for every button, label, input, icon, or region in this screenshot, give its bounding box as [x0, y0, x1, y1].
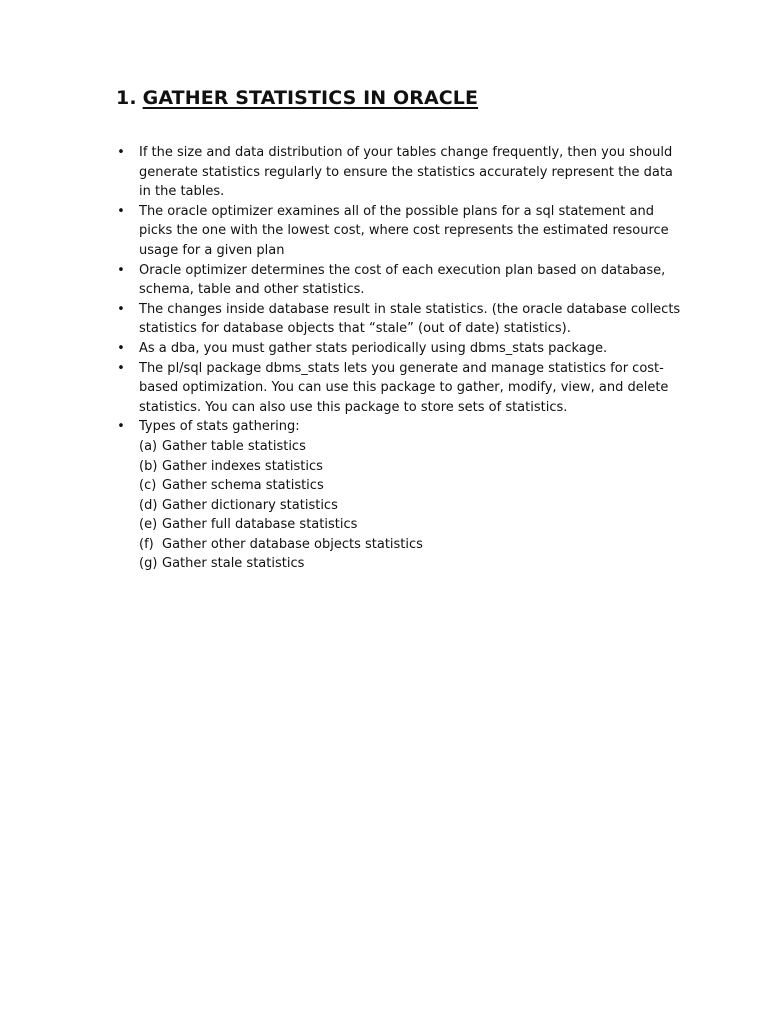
stats-type-item	[139, 515, 686, 535]
bullet-item	[116, 143, 686, 202]
bullet-text: Types of stats gathering:	[139, 419, 300, 435]
stats-type-item	[139, 457, 686, 477]
stats-type-text: Gather indexes statistics	[162, 458, 323, 474]
stats-type-text: Gather table statistics	[162, 438, 306, 454]
bullet-icon: •	[117, 203, 125, 219]
bullet-list	[116, 143, 686, 574]
bullet-item	[116, 339, 686, 359]
stats-type-text: Gather schema statistics	[162, 478, 324, 494]
stats-type-marker: (e)	[139, 517, 158, 533]
bullet-text: As a dba, you must gather stats periodically using dbms_stats package.	[139, 340, 608, 356]
stats-type-marker: (f)	[139, 536, 154, 552]
stats-type-text: Gather full database statistics	[162, 517, 358, 533]
stats-type-marker: (b)	[139, 458, 158, 474]
section-title: GATHER STATISTICS IN ORACLE	[142, 87, 479, 109]
stats-type-text: Gather other database objects statistics	[162, 536, 423, 552]
bullet-icon: •	[117, 419, 125, 435]
stats-type-text: Gather dictionary statistics	[162, 497, 338, 513]
stats-type-item	[139, 535, 686, 555]
bullet-item	[116, 202, 686, 261]
bullet-item	[116, 417, 686, 574]
bullet-text: Oracle optimizer determines the cost of each execution plan based on database, schema, table and other statistics.	[139, 262, 666, 298]
stats-types-list	[139, 437, 686, 574]
bullet-text: If the size and data distribution of your tables change frequently, then you should generate statistics regularly to ensure the statistics accurately represent the data in the tables.	[139, 145, 673, 200]
section-number: 1.	[116, 87, 137, 109]
stats-type-item	[139, 554, 686, 574]
stats-type-marker: (g)	[139, 556, 158, 572]
bullet-text: The pl/sql package dbms_stats lets you generate and manage statistics for cost-based optimization. You can use this package to gather, modify, view, and delete statistics. You can also use this package to store sets of statistics.	[139, 360, 669, 415]
bullet-text: The changes inside database result in stale statistics. (the oracle database collects statistics for database objects that “stale” (out of date) statistics).	[139, 301, 681, 337]
stats-type-marker: (d)	[139, 497, 158, 513]
bullet-icon: •	[117, 360, 125, 376]
stats-type-marker: (a)	[139, 438, 158, 454]
bullet-icon: •	[117, 340, 125, 356]
bullet-icon: •	[117, 145, 125, 160]
bullet-icon: •	[117, 262, 125, 278]
stats-type-item	[139, 476, 686, 496]
bullet-item	[116, 261, 686, 300]
stats-type-item	[139, 437, 686, 457]
bullet-text: The oracle optimizer examines all of the possible plans for a sql statement and picks the one with the lowest cost, where cost represents the estimated resource usage for a given plan	[139, 203, 669, 258]
bullet-icon: •	[117, 301, 125, 317]
stats-type-item	[139, 496, 686, 516]
stats-type-text: Gather stale statistics	[162, 556, 305, 572]
bullet-item	[116, 300, 686, 339]
bullet-item	[116, 359, 686, 418]
section-heading	[116, 87, 478, 109]
stats-type-marker: (c)	[139, 478, 157, 494]
